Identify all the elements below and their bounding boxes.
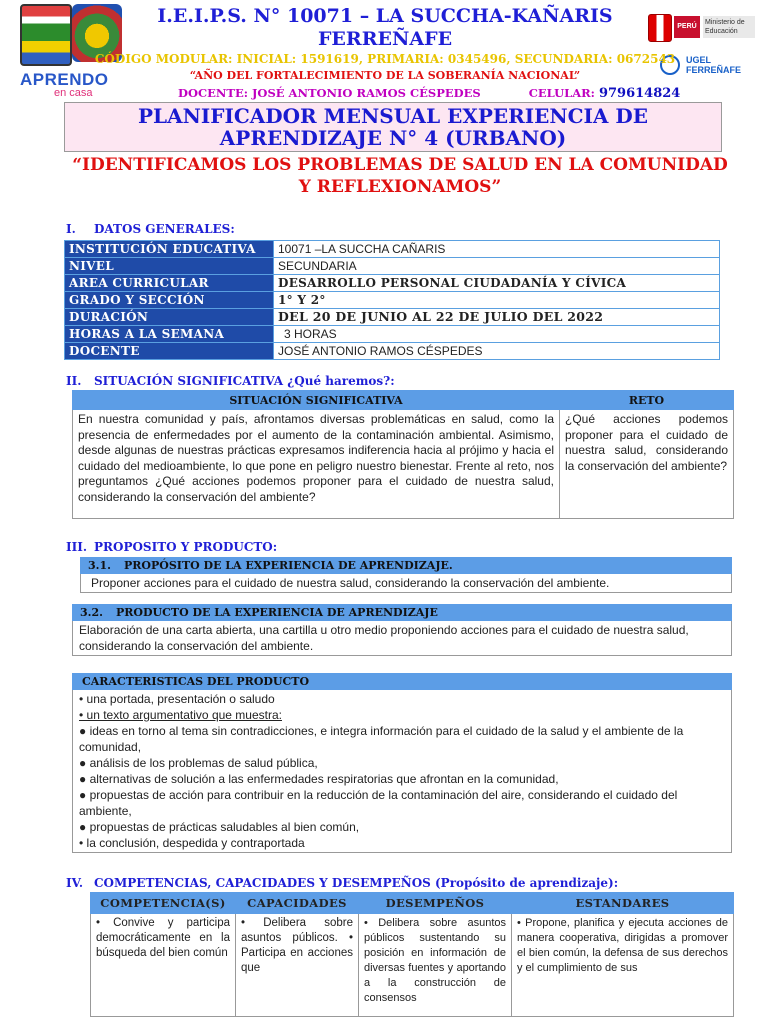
year-name: “AÑO DEL FORTALECIMIENTO DE LA SOBERANÍA NACIONAL” [189,69,581,82]
caracteristicas-list [79,691,725,851]
caracteristicas-title: CARACTERISTICAS DEL PRODUCTO [72,673,732,690]
table-row: INSTITUCIÓN EDUCATIVA 10071 –LA SUCCHA CAÑARIS [65,241,720,258]
table-row [73,410,734,519]
capacidades-cell: • Delibera sobre asuntos públicos. • Participa en acciones que [236,914,359,1017]
list-item: • la conclusión, despedida y contraportada [79,836,305,850]
table-row [91,914,734,1017]
reto-text: ¿Qué acciones podemos proponer para el cuidado de nuestra salud, considerando la conservación del ambiente? [560,410,734,519]
table-row: HORAS A LA SEMANA 3 HORAS [65,326,720,343]
table-row: DURACIÓN DEL 20 DE JUNIO AL 22 DE JULIO DEL 2022 [65,309,720,326]
list-item: • una portada, presentación o saludo [79,692,275,706]
competencia-cell: • Convive y participa democráticamente en la búsqueda del bien común [91,914,236,1017]
producto-title: 3.2. PRODUCTO DE LA EXPERIENCIA DE APRENDIZAJE [72,604,732,621]
desempenos-cell: • Delibera sobre asuntos públicos sustentando su posición en información de diversas fuentes y aportando a la construcción de consensos [359,914,512,1017]
reto-header: RETO [560,391,734,410]
minedu-logo: PERÚ Ministerio de Educación [648,14,756,42]
producto-box [72,604,732,656]
section-datos-generales: I. DATOS GENERALES: [66,222,235,236]
aprendo-en-casa-logo: APRENDO en casa [20,70,109,99]
situacion-table [72,390,734,519]
situacion-text: En nuestra comunidad y país, afrontamos diversas problemáticas en salud, como la presencia de enfermedades por el aumento de la contaminación ambiental. Asimismo, desde algunas de nuestras prácticas expresamos indiferencia hacia al prójimo y hacia el cuidado del medioambiente, lo que pone en peligro nuestro bienestar. Frente al reto, nos preguntamos ¿Qué acciones podemos proponer para el cuidado de nuestra salud, considerando la conservación del ambiente? [73,410,560,519]
producto-text: Elaboración de una carta abierta, una cartilla u otro medio proponiendo acciones para el cuidado de nuestra salud, considerando la conservación del ambiente. [72,621,732,656]
list-item: ● análisis de los problemas de salud pública, [79,756,318,770]
datos-generales-table [64,240,720,360]
situacion-header: SITUACIÓN SIGNIFICATIVA [73,391,560,410]
modular-codes: CÓDIGO MODULAR: INICIAL: 1591619, PRIMARIA: 0345496, SECUNDARIA: 0672543 [94,52,676,66]
list-item: ● ideas en torno al tema sin contradicciones, e integra información para el cuidado de la salud y el ambiente de la comunidad, [79,724,684,754]
school-title: I.E.I.P.S. N° 10071 – LA SUCCHA-KAÑARIS [157,5,613,27]
section-proposito-producto: III. PROPOSITO Y PRODUCTO: [66,540,278,554]
section-competencias: IV. COMPETENCIAS, CAPACIDADES Y DESEMPEÑOS (Propósito de aprendizaje): [66,876,619,890]
caracteristicas-list-wrap [72,690,732,853]
list-item: ● propuestas de prácticas saludables al bien común, [79,820,360,834]
estandares-header: ESTANDARES [512,893,734,914]
table-row: NIVEL SECUNDARIA [65,258,720,275]
school-subtitle: FERREÑAFE [317,28,453,50]
table-row: DOCENTE JOSÉ ANTONIO RAMOS CÉSPEDES [65,343,720,360]
competencias-table [90,892,734,1017]
ugel-logo: UGEL FERREÑAFE [660,55,760,75]
proposito-text: Proponer acciones para el cuidado de nuestra salud, considerando la conservación del ambiente. [80,574,732,593]
estandares-cell: • Propone, planifica y ejecuta acciones de manera cooperativa, dirigidas a promover el bien común, la defensa de sus derechos y el cumplimiento de sus [512,914,734,1017]
table-row: GRADO Y SECCIÓN 1° Y 2° [65,292,720,309]
peru-shield-icon [648,14,672,42]
list-item: ● propuestas de acción para contribuir en la reducción de la contaminación del aire, considerando el cuidado del ambiente, [79,788,678,818]
planificador-title-box: PLANIFICADOR MENSUAL EXPERIENCIA DE APRENDIZAJE N° 4 (URBANO) [64,102,722,152]
experience-theme: “IDENTIFICAMOS LOS PROBLEMAS DE SALUD EN LA COMUNIDAD Y REFLEXIONAMOS” [72,155,728,197]
proposito-box [80,557,732,593]
list-item: ● alternativas de solución a las enfermedades respiratorias que afrontan en la comunidad, [79,772,559,786]
desempenos-header: DESEMPEÑOS [359,893,512,914]
caracteristicas-box [72,673,732,853]
list-item: • un texto argumentativo que muestra: [79,708,282,722]
competencia-header: COMPETENCIA(S) [91,893,236,914]
docente-line: DOCENTE: JOSÉ ANTONIO RAMOS CÉSPEDES CELULAR: 979614824 [178,86,681,101]
table-row: AREA CURRICULAR DESARROLLO PERSONAL CIUDADANÍA Y CÍVICA [65,275,720,292]
capacidades-header: CAPACIDADES [236,893,359,914]
section-situacion-significativa: II. SITUACIÓN SIGNIFICATIVA ¿Qué haremos?: [66,374,395,388]
school-crest-logo [20,4,72,66]
proposito-title: 3.1. PROPÓSITO DE LA EXPERIENCIA DE APRENDIZAJE. [80,557,732,574]
